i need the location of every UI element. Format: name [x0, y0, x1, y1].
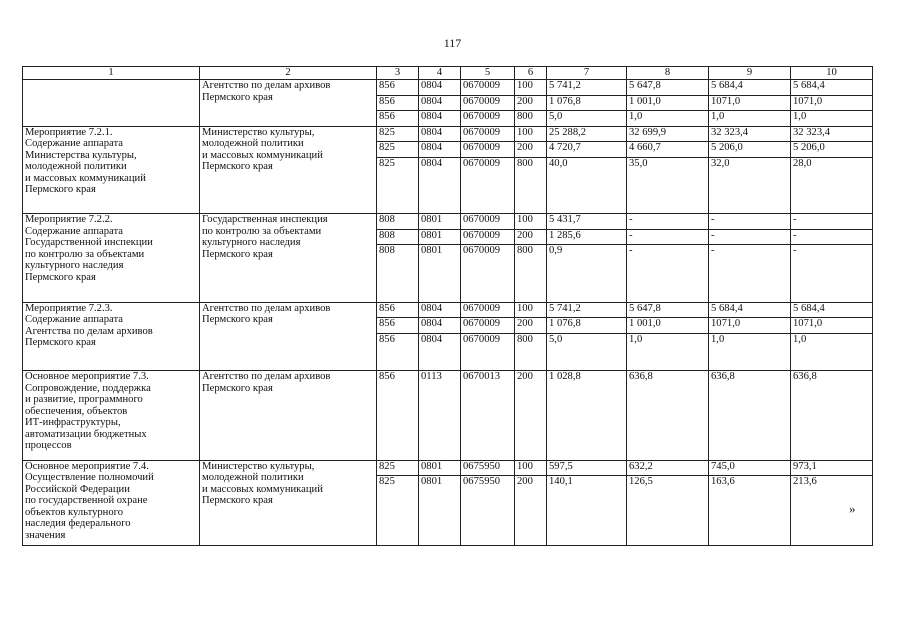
value-cell: 0670009 [461, 157, 515, 214]
value-cell: 0670009 [461, 333, 515, 371]
value-cell: 856 [377, 333, 419, 371]
value-cell: 632,2 [627, 460, 709, 476]
table-row [23, 126, 873, 142]
activity-cell: Мероприятие 7.2.3. Содержание аппарата Агентства по делам архивов Пермского края [23, 302, 200, 371]
value-cell: 100 [515, 460, 547, 476]
value-cell: 1,0 [627, 111, 709, 127]
value-cell: 808 [377, 214, 419, 230]
value-cell: 0804 [419, 157, 461, 214]
value-cell: 0801 [419, 245, 461, 303]
table-row [23, 302, 873, 318]
value-cell: 100 [515, 214, 547, 230]
agency-cell: Министерство культуры, молодежной политики и массовых коммуникаций Пермского края [200, 126, 377, 214]
value-cell: 140,1 [547, 476, 627, 546]
value-cell: 1 001,0 [627, 318, 709, 334]
value-cell: - [709, 214, 791, 230]
column-number-cell: 10 [791, 67, 873, 80]
value-cell: 5 647,8 [627, 80, 709, 96]
value-cell: 40,0 [547, 157, 627, 214]
value-cell: 0804 [419, 302, 461, 318]
value-cell: - [627, 229, 709, 245]
value-cell: 100 [515, 126, 547, 142]
value-cell: 5 431,7 [547, 214, 627, 230]
value-cell: 800 [515, 111, 547, 127]
value-cell: - [791, 214, 873, 230]
value-cell: - [627, 245, 709, 303]
value-cell: 28,0 [791, 157, 873, 214]
value-cell: 0801 [419, 476, 461, 546]
value-cell: 0801 [419, 460, 461, 476]
value-cell: 0113 [419, 371, 461, 461]
table-row [23, 80, 873, 96]
value-cell: 0670009 [461, 95, 515, 111]
value-cell: 5 647,8 [627, 302, 709, 318]
value-cell: 0,9 [547, 245, 627, 303]
value-cell: 32 323,4 [791, 126, 873, 142]
column-number-cell: 2 [200, 67, 377, 80]
value-cell: 800 [515, 333, 547, 371]
value-cell: 0804 [419, 95, 461, 111]
value-cell: 1,0 [791, 111, 873, 127]
value-cell: 5 684,4 [709, 302, 791, 318]
column-number-cell: 8 [627, 67, 709, 80]
value-cell: 100 [515, 80, 547, 96]
value-cell: 32,0 [709, 157, 791, 214]
value-cell: 1,0 [709, 111, 791, 127]
column-number-cell: 9 [709, 67, 791, 80]
table-row [23, 371, 873, 461]
value-cell: 200 [515, 476, 547, 546]
value-cell: 5 684,4 [709, 80, 791, 96]
value-cell: 0804 [419, 80, 461, 96]
column-number-cell: 7 [547, 67, 627, 80]
value-cell: 1 028,8 [547, 371, 627, 461]
value-cell: 1,0 [791, 333, 873, 371]
value-cell: 213,6 [791, 476, 873, 546]
value-cell: 32 699,9 [627, 126, 709, 142]
value-cell: 636,8 [791, 371, 873, 461]
value-cell: 200 [515, 229, 547, 245]
value-cell: 636,8 [627, 371, 709, 461]
value-cell: 200 [515, 142, 547, 158]
value-cell: 0670013 [461, 371, 515, 461]
agency-cell: Агентство по делам архивов Пермского края [200, 80, 377, 127]
value-cell: 825 [377, 460, 419, 476]
value-cell: 973,1 [791, 460, 873, 476]
value-cell: 0670009 [461, 80, 515, 96]
value-cell: 5,0 [547, 111, 627, 127]
column-number-cell: 4 [419, 67, 461, 80]
value-cell: 800 [515, 245, 547, 303]
value-cell: 5 684,4 [791, 302, 873, 318]
value-cell: 200 [515, 371, 547, 461]
value-cell: 32 323,4 [709, 126, 791, 142]
value-cell: 808 [377, 245, 419, 303]
page-number: 117 [443, 36, 462, 50]
value-cell: 200 [515, 95, 547, 111]
value-cell: 856 [377, 302, 419, 318]
value-cell: 808 [377, 229, 419, 245]
agency-cell: Агентство по делам архивов Пермского края [200, 371, 377, 461]
agency-cell: Министерство культуры, молодежной политики и массовых коммуникаций Пермского края [200, 460, 377, 545]
value-cell: 0670009 [461, 126, 515, 142]
value-cell: 100 [515, 302, 547, 318]
value-cell: 0804 [419, 333, 461, 371]
value-cell: - [709, 229, 791, 245]
value-cell: 0801 [419, 214, 461, 230]
value-cell: 800 [515, 157, 547, 214]
value-cell: 0675950 [461, 476, 515, 546]
activity-cell [23, 80, 200, 127]
value-cell: 0801 [419, 229, 461, 245]
value-cell: 1 001,0 [627, 95, 709, 111]
agency-cell: Государственная инспекция по контролю за объектами культурного наследия Пермского края [200, 214, 377, 303]
value-cell: 5 206,0 [791, 142, 873, 158]
value-cell: 0670009 [461, 229, 515, 245]
value-cell: 0670009 [461, 214, 515, 230]
value-cell: 0675950 [461, 460, 515, 476]
column-number-cell: 3 [377, 67, 419, 80]
value-cell: 0670009 [461, 142, 515, 158]
agency-cell: Агентство по делам архивов Пермского края [200, 302, 377, 371]
value-cell: 636,8 [709, 371, 791, 461]
value-cell: 825 [377, 142, 419, 158]
value-cell: 1 076,8 [547, 95, 627, 111]
value-cell: 0670009 [461, 302, 515, 318]
activity-cell: Основное мероприятие 7.4. Осуществление полномочий Российской Федерации по государственной охране объектов культурного наследия федерального значения [23, 460, 200, 545]
activity-cell: Мероприятие 7.2.2. Содержание аппарата Государственной инспекции по контролю за объектами культурного наследия Пермского края [23, 214, 200, 303]
value-cell: 856 [377, 111, 419, 127]
value-cell: 0804 [419, 318, 461, 334]
value-cell: 0670009 [461, 245, 515, 303]
value-cell: 825 [377, 157, 419, 214]
value-cell: 25 288,2 [547, 126, 627, 142]
value-cell: 1 076,8 [547, 318, 627, 334]
closing-quote: » [849, 501, 856, 516]
value-cell: 5 741,2 [547, 302, 627, 318]
column-number-cell: 1 [23, 67, 200, 80]
value-cell: 745,0 [709, 460, 791, 476]
value-cell: 856 [377, 95, 419, 111]
column-number-cell: 5 [461, 67, 515, 80]
value-cell: 856 [377, 318, 419, 334]
value-cell: 0670009 [461, 318, 515, 334]
value-cell: 0804 [419, 142, 461, 158]
value-cell: 856 [377, 80, 419, 96]
table-row [23, 460, 873, 476]
value-cell: 200 [515, 318, 547, 334]
activity-cell: Основное мероприятие 7.3. Сопровождение, поддержка и развитие, программного обеспечения, объектов ИТ-инфраструктуры, автоматизации бюджетных процессов [23, 371, 200, 461]
value-cell: 0670009 [461, 111, 515, 127]
value-cell: 4 720,7 [547, 142, 627, 158]
value-cell: 4 660,7 [627, 142, 709, 158]
value-cell: 1071,0 [791, 318, 873, 334]
value-cell: - [791, 245, 873, 303]
value-cell: 1,0 [709, 333, 791, 371]
value-cell: 1071,0 [709, 318, 791, 334]
value-cell: 1 285,6 [547, 229, 627, 245]
value-cell: - [709, 245, 791, 303]
header-row [23, 67, 873, 80]
value-cell: - [627, 214, 709, 230]
value-cell: - [791, 229, 873, 245]
value-cell: 5 206,0 [709, 142, 791, 158]
value-cell: 5,0 [547, 333, 627, 371]
value-cell: 0804 [419, 111, 461, 127]
value-cell: 856 [377, 371, 419, 461]
value-cell: 126,5 [627, 476, 709, 546]
value-cell: 825 [377, 126, 419, 142]
value-cell: 597,5 [547, 460, 627, 476]
value-cell: 0804 [419, 126, 461, 142]
column-number-cell: 6 [515, 67, 547, 80]
value-cell: 163,6 [709, 476, 791, 546]
table-row [23, 214, 873, 230]
value-cell: 35,0 [627, 157, 709, 214]
value-cell: 5 684,4 [791, 80, 873, 96]
value-cell: 825 [377, 476, 419, 546]
value-cell: 1,0 [627, 333, 709, 371]
activity-cell: Мероприятие 7.2.1. Содержание аппарата Министерства культуры, молодежной политики и массовых коммуникаций Пермского края [23, 126, 200, 214]
budget-table [22, 66, 873, 546]
value-cell: 1071,0 [791, 95, 873, 111]
value-cell: 1071,0 [709, 95, 791, 111]
value-cell: 5 741,2 [547, 80, 627, 96]
